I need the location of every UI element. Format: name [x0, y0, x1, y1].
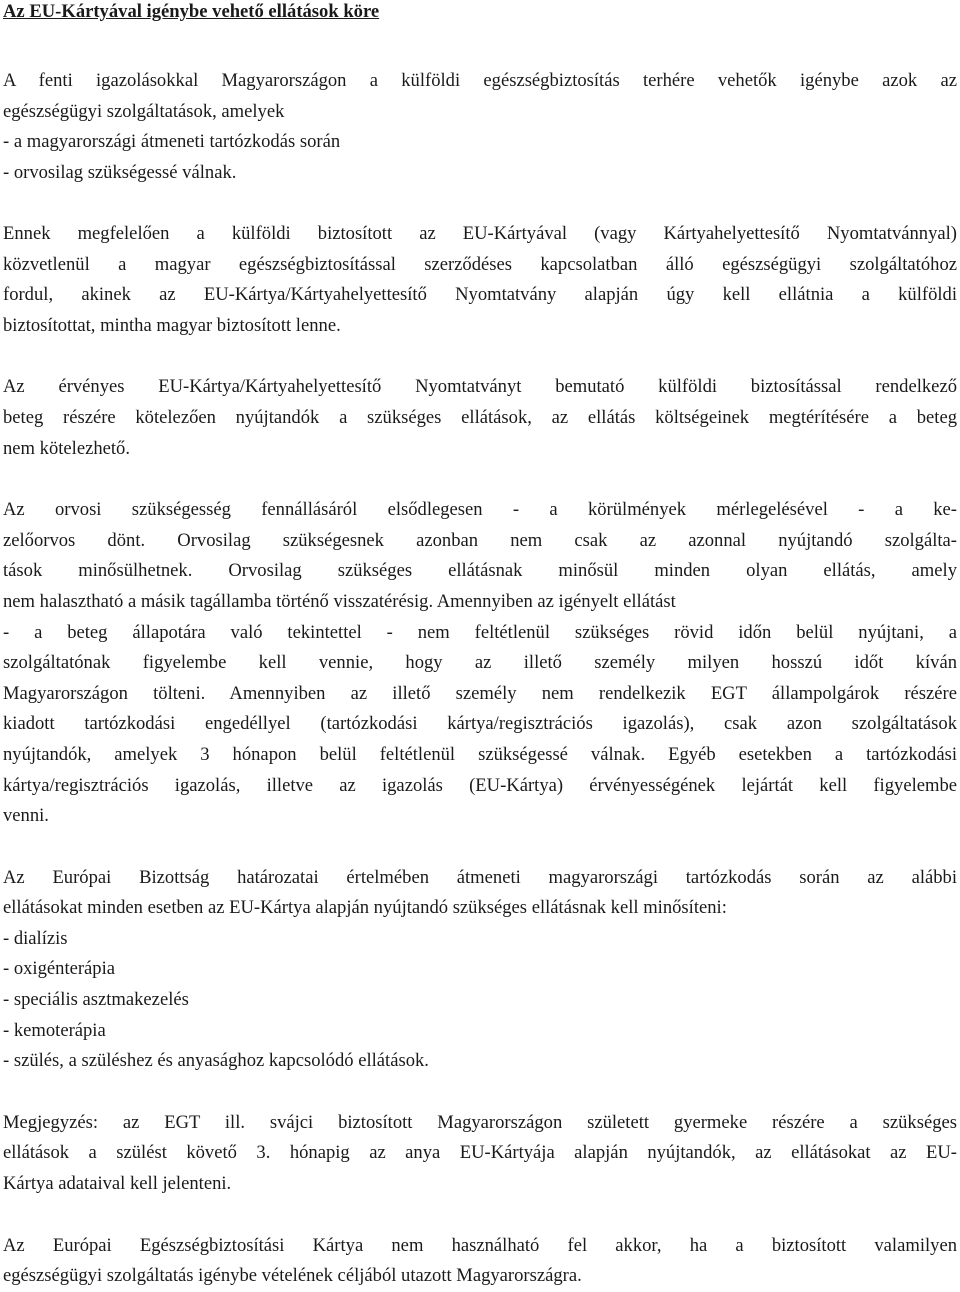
paragraph-line: közvetlenül a magyar egészségbiztosítással szerződéses kapcsolatban álló egészségügyi szolgáltatóhoz: [3, 253, 957, 275]
spacer: [3, 832, 957, 863]
paragraph-line: Ennek megfelelően a külföldi biztosított az EU-Kártyával (vagy Kártyahelyettesítő Nyomtatvánnyal): [3, 223, 957, 244]
spacer: [3, 1200, 957, 1231]
paragraph-line: Az érvényes EU-Kártya/Kártyahelyettesítő Nyomtatványt bemutató külföldi biztosítással rendelkező: [3, 376, 957, 398]
paragraph-line: ellátások a szülést követő 3. hónapig az anya EU-Kártyája alapján nyújtandók, az ellátásokat az EU-: [3, 1142, 957, 1164]
paragraph-line: tások minősülhetnek. Orvosilag szükséges ellátásnak minősül minden olyan ellátás, amely: [3, 560, 957, 582]
treatment-list: [3, 924, 957, 1077]
paragraph-line: nem kötelezhető.: [3, 437, 131, 459]
paragraph-line: nyújtandók, amelyek 3 hónapon belül feltétlenül szükségessé válnak. Egyéb esetekben a tartózkodási: [3, 743, 957, 765]
paragraph-line: biztosítottat, mintha magyar biztosított lenne.: [3, 314, 341, 336]
spacer: [3, 1077, 957, 1108]
list-item: - orvosilag szükségessé válnak.: [3, 161, 237, 183]
paragraph-line: nem halasztható a másik tagállamba történő visszatérésig. Amennyiben az igényelt ellátást: [3, 590, 676, 612]
list-item: - speciális asztmakezelés: [3, 989, 189, 1011]
list-item: - a magyarországi átmeneti tartózkodás során: [3, 131, 341, 152]
paragraph-line: fordul, akinek az EU-Kártya/Kártyahelyettesítő Nyomtatvány alapján úgy kell ellátnia a külföldi: [3, 284, 957, 306]
paragraph-line: - a beteg állapotára való tekintettel - nem feltétlenül szükséges rövid időn belül nyújtani, a: [3, 621, 957, 643]
spacer: [3, 24, 957, 66]
document-page: [3, 0, 957, 1292]
paragraph-6-note: [3, 1108, 957, 1200]
paragraph-line: kiadott tartózkodási engedéllyel (tartózkodási kártya/regisztrációs igazolás), csak azon szolgáltatások: [3, 713, 957, 735]
paragraph-line: egészségügyi szolgáltatás igénybe vételének céljából utazott Magyarországra.: [3, 1265, 582, 1287]
intro-line-2: egészségügyi szolgáltatások, amelyek: [3, 100, 285, 122]
document-title: Az EU-Kártyával igénybe vehető ellátások köre: [3, 1, 380, 22]
paragraph-line: venni.: [3, 805, 49, 827]
paragraph-line: kártya/regisztrációs igazolás, illetve az igazolás (EU-Kártya) érvényességének lejártát kell figyelembe: [3, 774, 957, 796]
spacer: [3, 464, 957, 495]
list-item: - oxigénterápia: [3, 958, 116, 980]
paragraph-line: szolgáltatónak figyelembe kell vennie, hogy az illető személy milyen hosszú időt kíván: [3, 652, 957, 674]
list-item: - dialízis: [3, 927, 68, 949]
paragraph-line: Az orvosi szükségesség fennállásáról elsődlegesen - a körülmények mérlegelésével - a ke-: [3, 499, 957, 521]
intro-paragraph: [3, 66, 957, 127]
paragraph-2: [3, 219, 957, 341]
paragraph-line: Az Európai Bizottság határozatai értelmében átmeneti magyarországi tartózkodás során az alábbi: [3, 866, 957, 888]
paragraph-line: beteg részére kötelezően nyújtandók a szükséges ellátások, az ellátás költségeinek megtérítésére a beteg: [3, 406, 957, 428]
spacer: [3, 188, 957, 219]
paragraph-line: Kártya adataival kell jelenteni.: [3, 1173, 232, 1195]
paragraph-line: Az Európai Egészségbiztosítási Kártya nem használható fel akkor, ha a biztosított valamilyen: [3, 1234, 957, 1256]
list-item: - szülés, a szüléshez és anyasághoz kapcsolódó ellátások.: [3, 1050, 429, 1072]
intro-list: [3, 127, 957, 188]
list-item: - kemoterápia: [3, 1019, 106, 1041]
paragraph-line: Magyarországon tölteni. Amennyiben az illető személy nem rendelkezik EGT állampolgárok részére: [3, 682, 957, 704]
paragraph-3: [3, 372, 957, 464]
intro-line-1: A fenti igazolásokkal Magyarországon a külföldi egészségbiztosítás terhére vehetők igénybe azok az: [3, 70, 957, 91]
paragraph-5: [3, 863, 957, 924]
paragraph-line: zelőorvos dönt. Orvosilag szükségesnek azonban nem csak az azonnal nyújtandó szolgálta-: [3, 529, 957, 551]
paragraph-7: [3, 1231, 957, 1292]
spacer: [3, 341, 957, 372]
paragraph-4: [3, 495, 957, 832]
paragraph-line: Megjegyzés: az EGT ill. svájci biztosított Magyarországon született gyermeke részére a szükséges: [3, 1111, 957, 1133]
paragraph-line: ellátásokat minden esetben az EU-Kártya alapján nyújtandó szükséges ellátásnak kell minősíteni:: [3, 897, 727, 919]
